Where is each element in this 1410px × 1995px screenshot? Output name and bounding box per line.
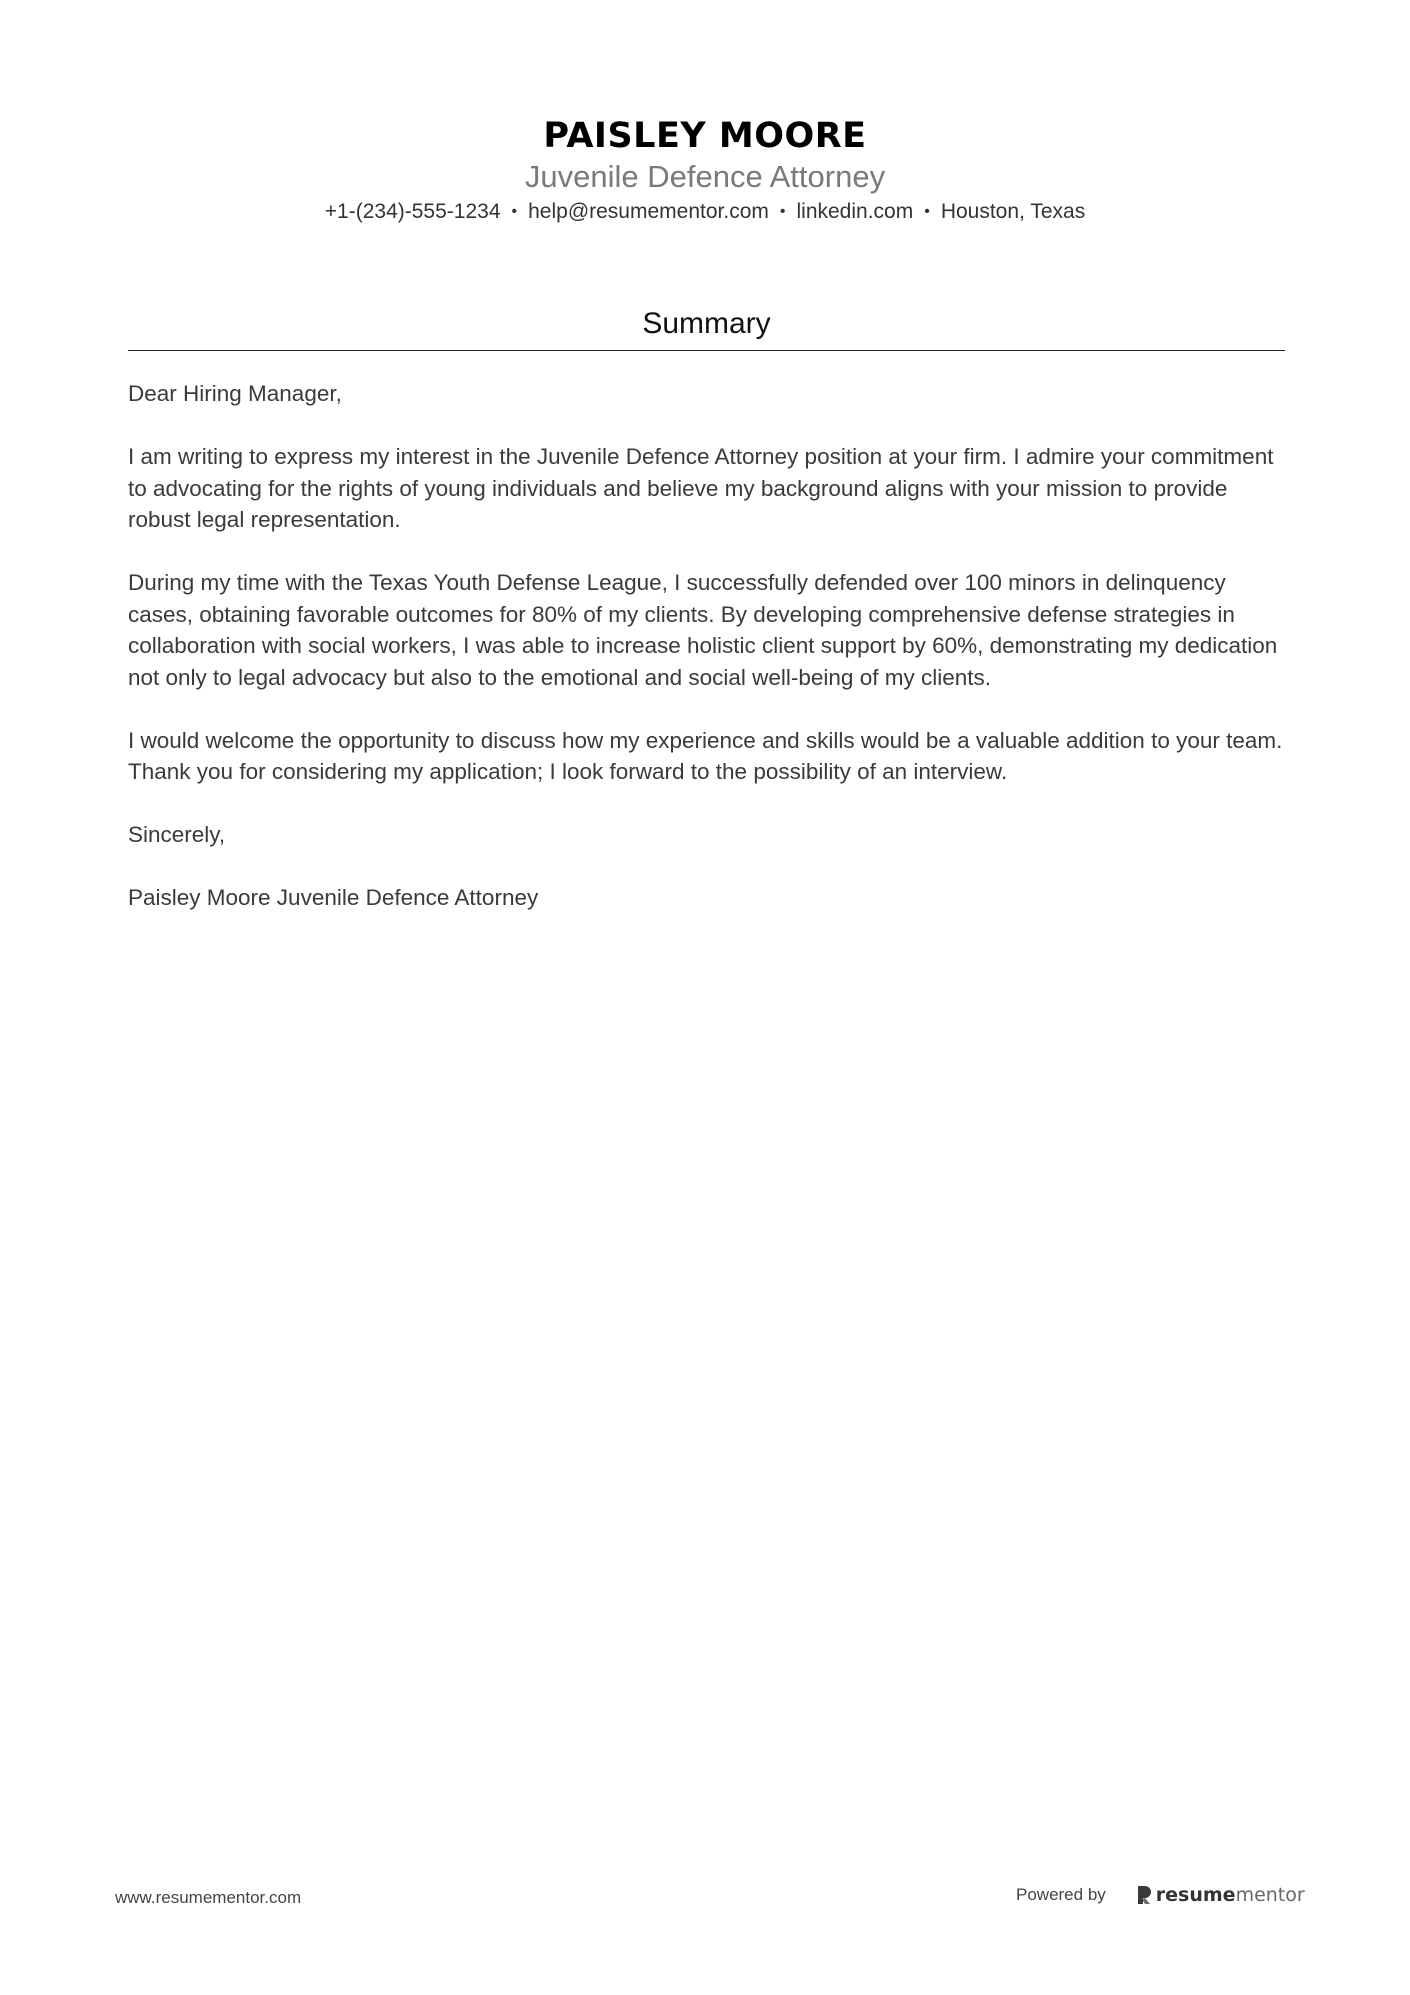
contact-separator: • [924,203,930,220]
candidate-name: PAISLEY MOORE [543,116,867,156]
candidate-role: Juvenile Defence Attorney [524,159,886,194]
logo-text-bold: resume [1155,1884,1236,1906]
section-title: Summary [642,307,771,340]
letter-greeting: Dear Hiring Manager, [128,381,342,406]
letter-closing: Sincerely, [128,822,226,847]
contact-phone: +1-(234)-555-1234 [324,200,501,223]
resumementor-logo [1136,1884,1305,1906]
footer-website: www.resumementor.com [115,1888,302,1907]
letter-paragraph: I am writing to express my interest in the Juvenile Defence Attorney position at your firm. I admire your commitment to advocating for the rights of young individuals and believe my background aligns with your mission to provide robust legal representation. [128,444,1274,532]
contact-location: Houston, Texas [940,200,1086,223]
contact-line [0,197,1410,227]
letter-paragraph: I would welcome the opportunity to discuss how my experience and skills would be a valuable addition to your team. Thank you for considering my application; I look forward to the possibility of an interview. [128,727,1283,784]
footer-branding [1016,1884,1305,1906]
letter-body [128,378,1285,945]
contact-linkedin: linkedin.com [796,200,914,223]
letter-signature: Paisley Moore Juvenile Defence Attorney [128,885,539,910]
contact-email: help@resumementor.com [528,200,769,223]
contact-separator: • [511,203,518,220]
contact-separator: • [779,203,786,220]
logo-text-light: mentor [1235,1884,1305,1906]
letter-header [0,113,1410,227]
section-divider [128,350,1285,351]
letter-paragraph: During my time with the Texas Youth Defense League, I successfully defended over 100 minors in delinquency cases, obtaining favorable outcomes for 80% of my clients. By developing comprehensive defense strategies in collaboration with social workers, I was able to increase holistic client support by 60%, demonstrating my dedication not only to legal advocacy but also to the emotional and social well-being of my clients. [128,570,1278,690]
resumementor-logo-icon [1136,1885,1152,1905]
powered-by-label: Powered by [1016,1885,1106,1904]
